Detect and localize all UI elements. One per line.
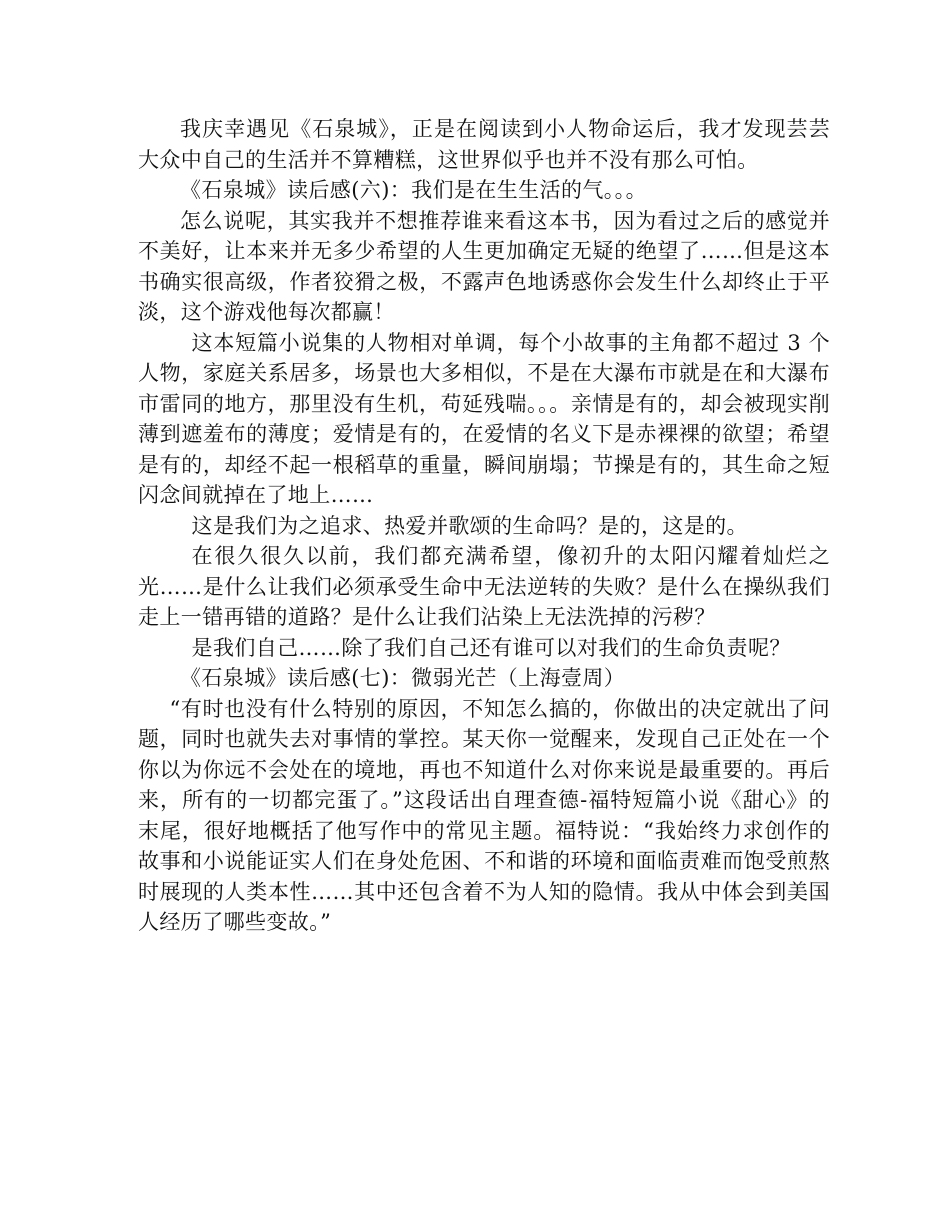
paragraph-4: 这本短篇小说集的人物相对单调，每个小故事的主角都不超过 3 个人物，家庭关系居多，场景也大多相似，不是在大瀑布市就是在和大瀑布市雷同的地方，那里没有生机，苟延残喘。。。亲情是有的，却会被现实削薄到遮羞布的薄度；爱情是有的，在爱情的名义下是赤裸裸的欲望；希望是有的，却经不起一根稻草的重量，瞬间崩塌；节操是有的，其生命之短闪念间就掉在了地上…… — [138, 330, 830, 507]
paragraph-1: 我庆幸遇见《石泉城》，正是在阅读到小人物命运后，我才发现芸芸大众中自己的生活并不算糟糕，这世界似乎也并不没有那么可怕。 — [138, 117, 830, 172]
paragraph-8-heading: 《石泉城》读后感(七)：微弱光芒（上海壹周） — [180, 666, 626, 690]
paragraph-6: 在很久很久以前，我们都充满希望，像初升的太阳闪耀着灿烂之光……是什么让我们必须承受生命中无法逆转的失败？是什么在操纵我们走上一错再错的道路？是什么让我们沾染上无法洗掉的污秽？ — [138, 544, 830, 629]
paragraph-5: 这是我们为之追求、热爱并歌颂的生命吗？是的，这是的。 — [191, 513, 748, 538]
paragraph-9: “有时也没有什么特别的原因，不知怎么搞的，你做出的决定就出了问题，同时也就失去对事情的掌控。某天你一觉醒来，发现自己正处在一个你以为你远不会处在的境地，再也不知道什么对你来说是最重要的。再后来，所有的一切都完蛋了。”这段话出自理查德-福特短篇小说《甜心》的末尾，很好地概括了他写作中的常见主题。福特说：“我始终力求创作的故事和小说能证实人们在身处危困、不和谐的环境和面临责难而饱受煎熬时展现的人类本性……其中还包含着不为人知的隐情。我从中体会到美国人经历了哪些变故。” — [138, 696, 830, 934]
paragraph-7: 是我们自己……除了我们自己还有谁可以对我们的生命负责呢？ — [191, 635, 791, 660]
document-body — [138, 114, 830, 938]
paragraph-3: 怎么说呢，其实我并不想推荐谁来看这本书，因为看过之后的感觉并不美好，让本来并无多少希望的人生更加确定无疑的绝望了……但是这本书确实很高级，作者狡猾之极，不露声色地诱惑你会发生什么却终止于平淡，这个游戏他每次都赢！ — [138, 208, 830, 324]
paragraph-2-heading: 《石泉城》读后感(六)：我们是在生生活的气。。。 — [180, 178, 647, 202]
